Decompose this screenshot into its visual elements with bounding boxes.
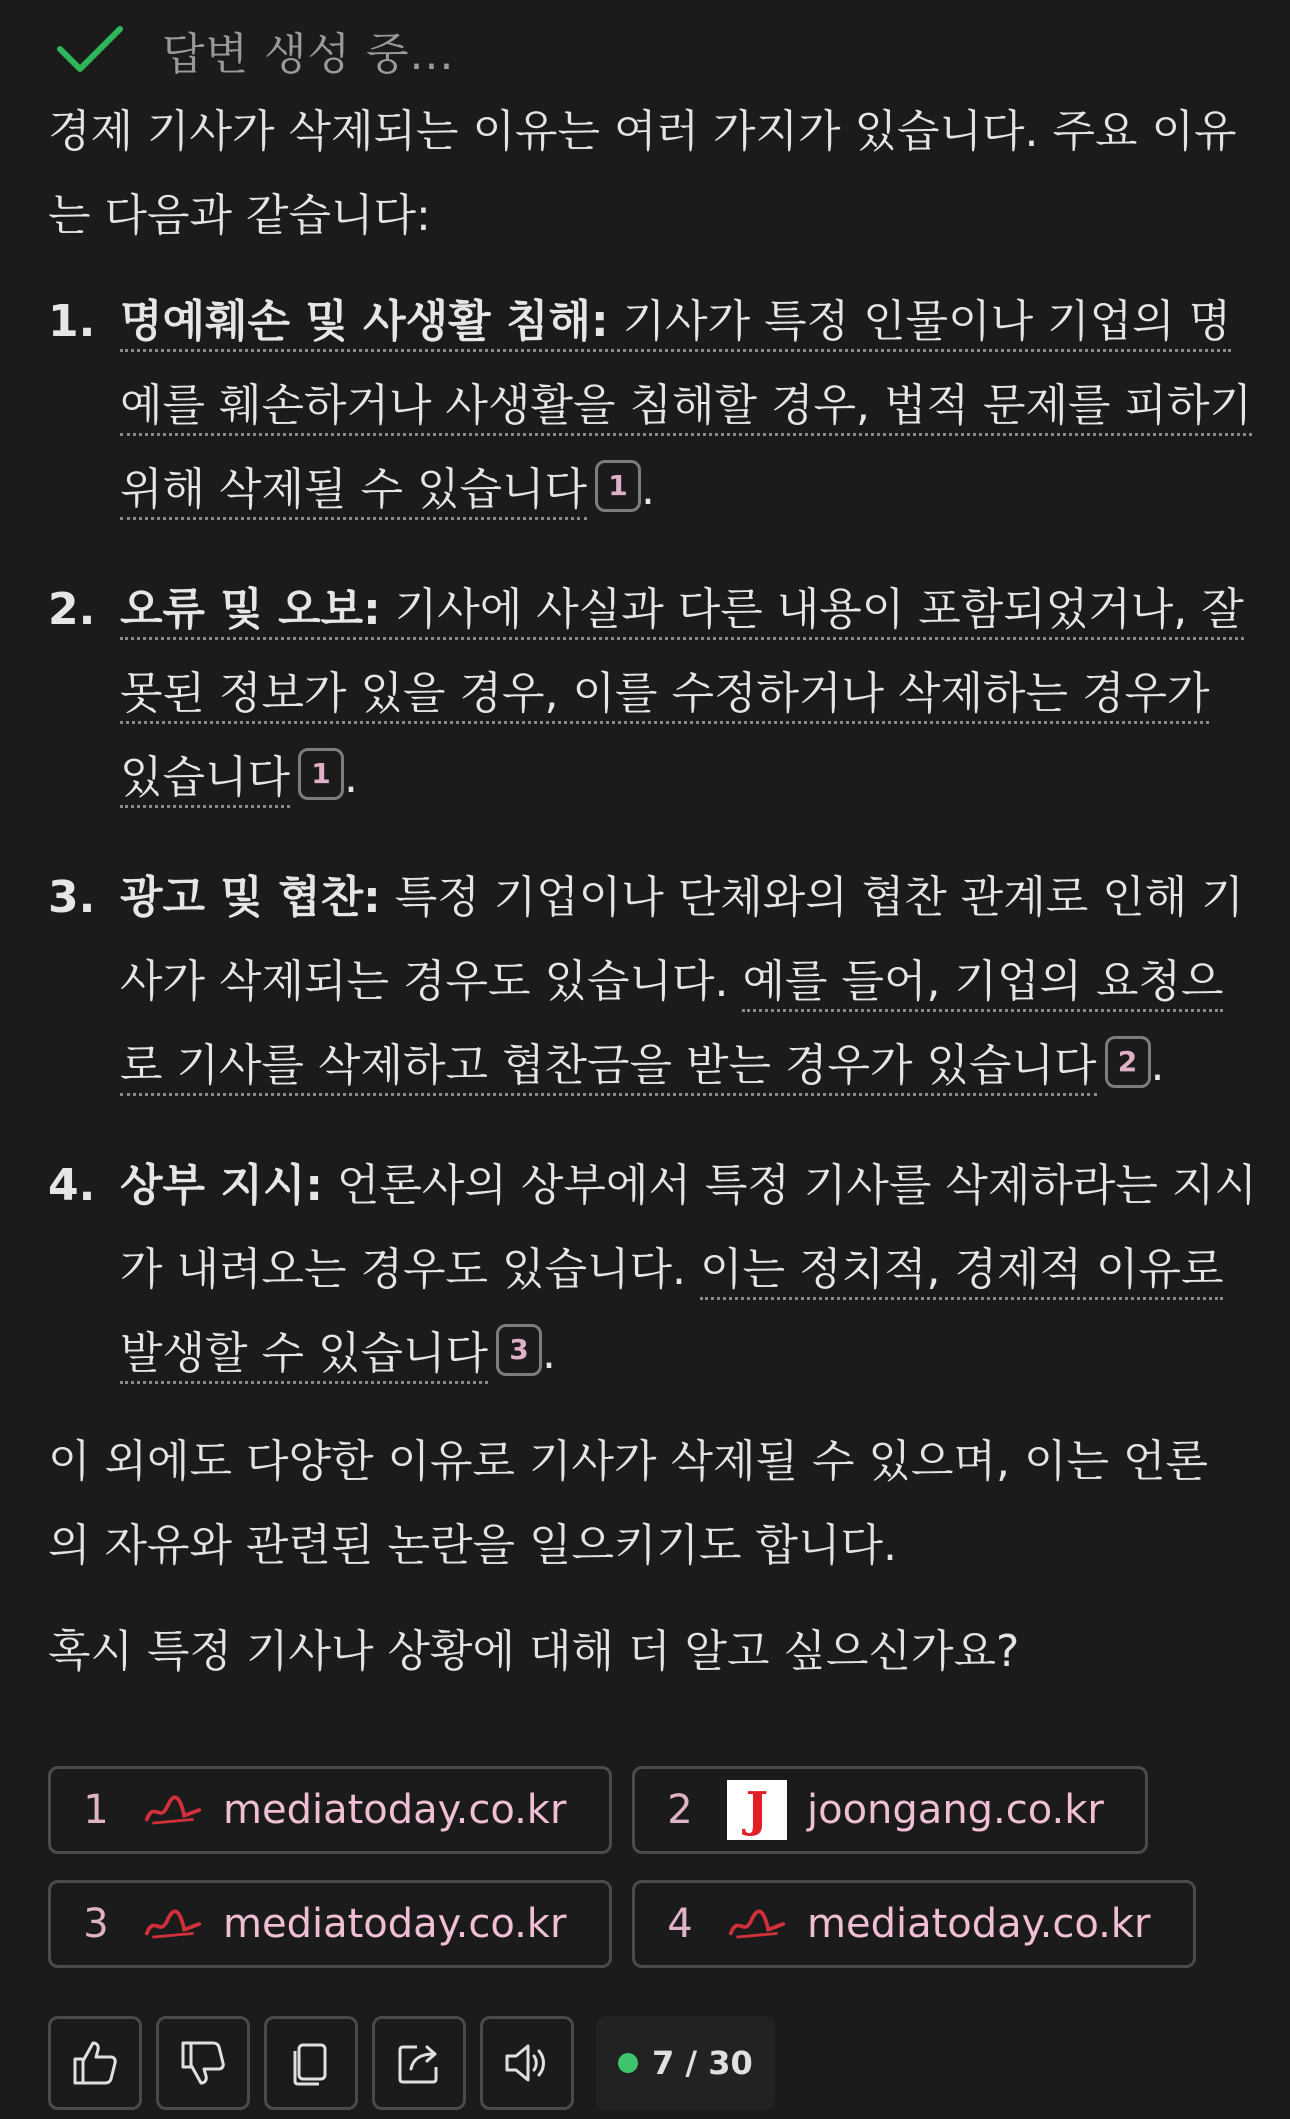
speaker-icon — [501, 2037, 553, 2089]
mediatoday-logo — [725, 1894, 789, 1954]
list-term: 오류 및 오보: — [120, 584, 381, 635]
source-domain: mediatoday.co.kr — [223, 1787, 567, 1833]
mediatoday-logo — [141, 1780, 205, 1840]
thumbs-up-button[interactable] — [48, 2016, 142, 2110]
reasons-list — [48, 280, 1258, 1396]
source-link[interactable] — [48, 1880, 612, 1968]
list-item: 2. 오류 및 오보: 기사에 사실과 다른 내용이 포함되었거나, 잘못된 정보가 있을 경우, 이를 수정하거나 삭제하는 경우가 있습니다 1 . — [48, 568, 1258, 820]
list-term: 광고 및 협찬: — [120, 872, 381, 923]
list-number: 3. — [48, 872, 96, 923]
checkmark-icon — [56, 23, 124, 77]
list-number: 4. — [48, 1160, 96, 1211]
cited-text[interactable]: 이는 정치적, 경제적 이유로 발생할 수 있습니다 — [120, 1244, 1223, 1384]
source-link[interactable] — [632, 1880, 1196, 1968]
share-icon — [393, 2037, 445, 2089]
generation-status — [56, 14, 454, 86]
mediatoday-logo — [141, 1894, 205, 1954]
citation-badge[interactable]: 3 — [496, 1324, 542, 1376]
citation-badge[interactable]: 2 — [1105, 1036, 1151, 1088]
source-link[interactable] — [48, 1766, 612, 1854]
list-item: 1. 명예훼손 및 사생활 침해: 기사가 특정 인물이나 기업의 명예를 훼손하거나 사생활을 침해할 경우, 법적 문제를 피하기 위해 삭제될 수 있습니다 1 . — [48, 280, 1258, 532]
joongang-logo: J — [725, 1780, 789, 1840]
cited-text[interactable]: 예를 들어, 기업의 요청으로 기사를 삭제하고 협찬금을 받는 경우가 있습니다 — [120, 956, 1223, 1096]
cited-text[interactable]: 명예훼손 및 사생활 침해: 기사가 특정 인물이나 기업의 명예를 훼손하거나 사생활을 침해할 경우, 법적 문제를 피하기 위해 삭제될 수 있습니다 — [120, 296, 1252, 520]
source-number: 4 — [667, 1901, 693, 1947]
list-text: 특정 기업이나 단체와의 협찬 관계로 인해 기사가 삭제되는 경우도 있습니다. — [120, 872, 1244, 1007]
thumbs-down-icon — [177, 2037, 229, 2089]
list-item: 4. 상부 지시: 언론사의 상부에서 특정 기사를 삭제하라는 지시가 내려오는 경우도 있습니다. 이는 정치적, 경제적 이유로 발생할 수 있습니다 3 . — [48, 1144, 1258, 1396]
source-domain: joongang.co.kr — [807, 1787, 1104, 1833]
source-domain: mediatoday.co.kr — [807, 1901, 1151, 1947]
citation-badge[interactable]: 1 — [298, 748, 344, 800]
list-term: 상부 지시: — [120, 1160, 323, 1211]
counter-text: 7 / 30 — [652, 2044, 753, 2082]
share-button[interactable] — [372, 2016, 466, 2110]
source-number: 3 — [83, 1901, 109, 1947]
read-aloud-button[interactable] — [480, 2016, 574, 2110]
list-text: 언론사의 상부에서 특정 기사를 삭제하라는 지시가 내려오는 경우도 있습니다. — [120, 1160, 1257, 1295]
copy-icon — [285, 2037, 337, 2089]
response-actions — [48, 2014, 775, 2112]
cited-text[interactable]: 오류 및 오보: 기사에 사실과 다른 내용이 포함되었거나, 잘못된 정보가 있을 경우, 이를 수정하거나 삭제하는 경우가 있습니다 — [120, 584, 1244, 808]
status-dot — [618, 2053, 638, 2073]
follow-up-question: 혹시 특정 기사나 상황에 대해 더 알고 싶으신가요? — [48, 1626, 1020, 1677]
copy-button[interactable] — [264, 2016, 358, 2110]
thumbs-down-button[interactable] — [156, 2016, 250, 2110]
closing-paragraph: 이 외에도 다양한 이유로 기사가 삭제될 수 있으며, 이는 언론의 자유와 관련된 논란을 일으키기도 합니다. — [48, 1436, 1208, 1571]
citation-badge[interactable]: 1 — [595, 460, 641, 512]
status-text: 답변 생성 중... — [162, 29, 455, 80]
list-item: 3. 광고 및 협찬: 특정 기업이나 단체와의 협찬 관계로 인해 기사가 삭제되는 경우도 있습니다. 예를 들어, 기업의 요청으로 기사를 삭제하고 협찬금을 받는 경우가 있습니다 2 . — [48, 856, 1258, 1108]
source-domain: mediatoday.co.kr — [223, 1901, 567, 1947]
thumbs-up-icon — [69, 2037, 121, 2089]
list-term: 명예훼손 및 사생활 침해: — [120, 296, 609, 347]
list-number: 1. — [48, 296, 96, 347]
intro-paragraph: 경제 기사가 삭제되는 이유는 여러 가지가 있습니다. 주요 이유는 다음과 같습니다: — [48, 106, 1237, 241]
list-number: 2. — [48, 584, 96, 635]
source-number: 2 — [667, 1787, 693, 1833]
response-counter — [596, 2016, 775, 2110]
source-number: 1 — [83, 1787, 109, 1833]
source-link[interactable] — [632, 1766, 1148, 1854]
